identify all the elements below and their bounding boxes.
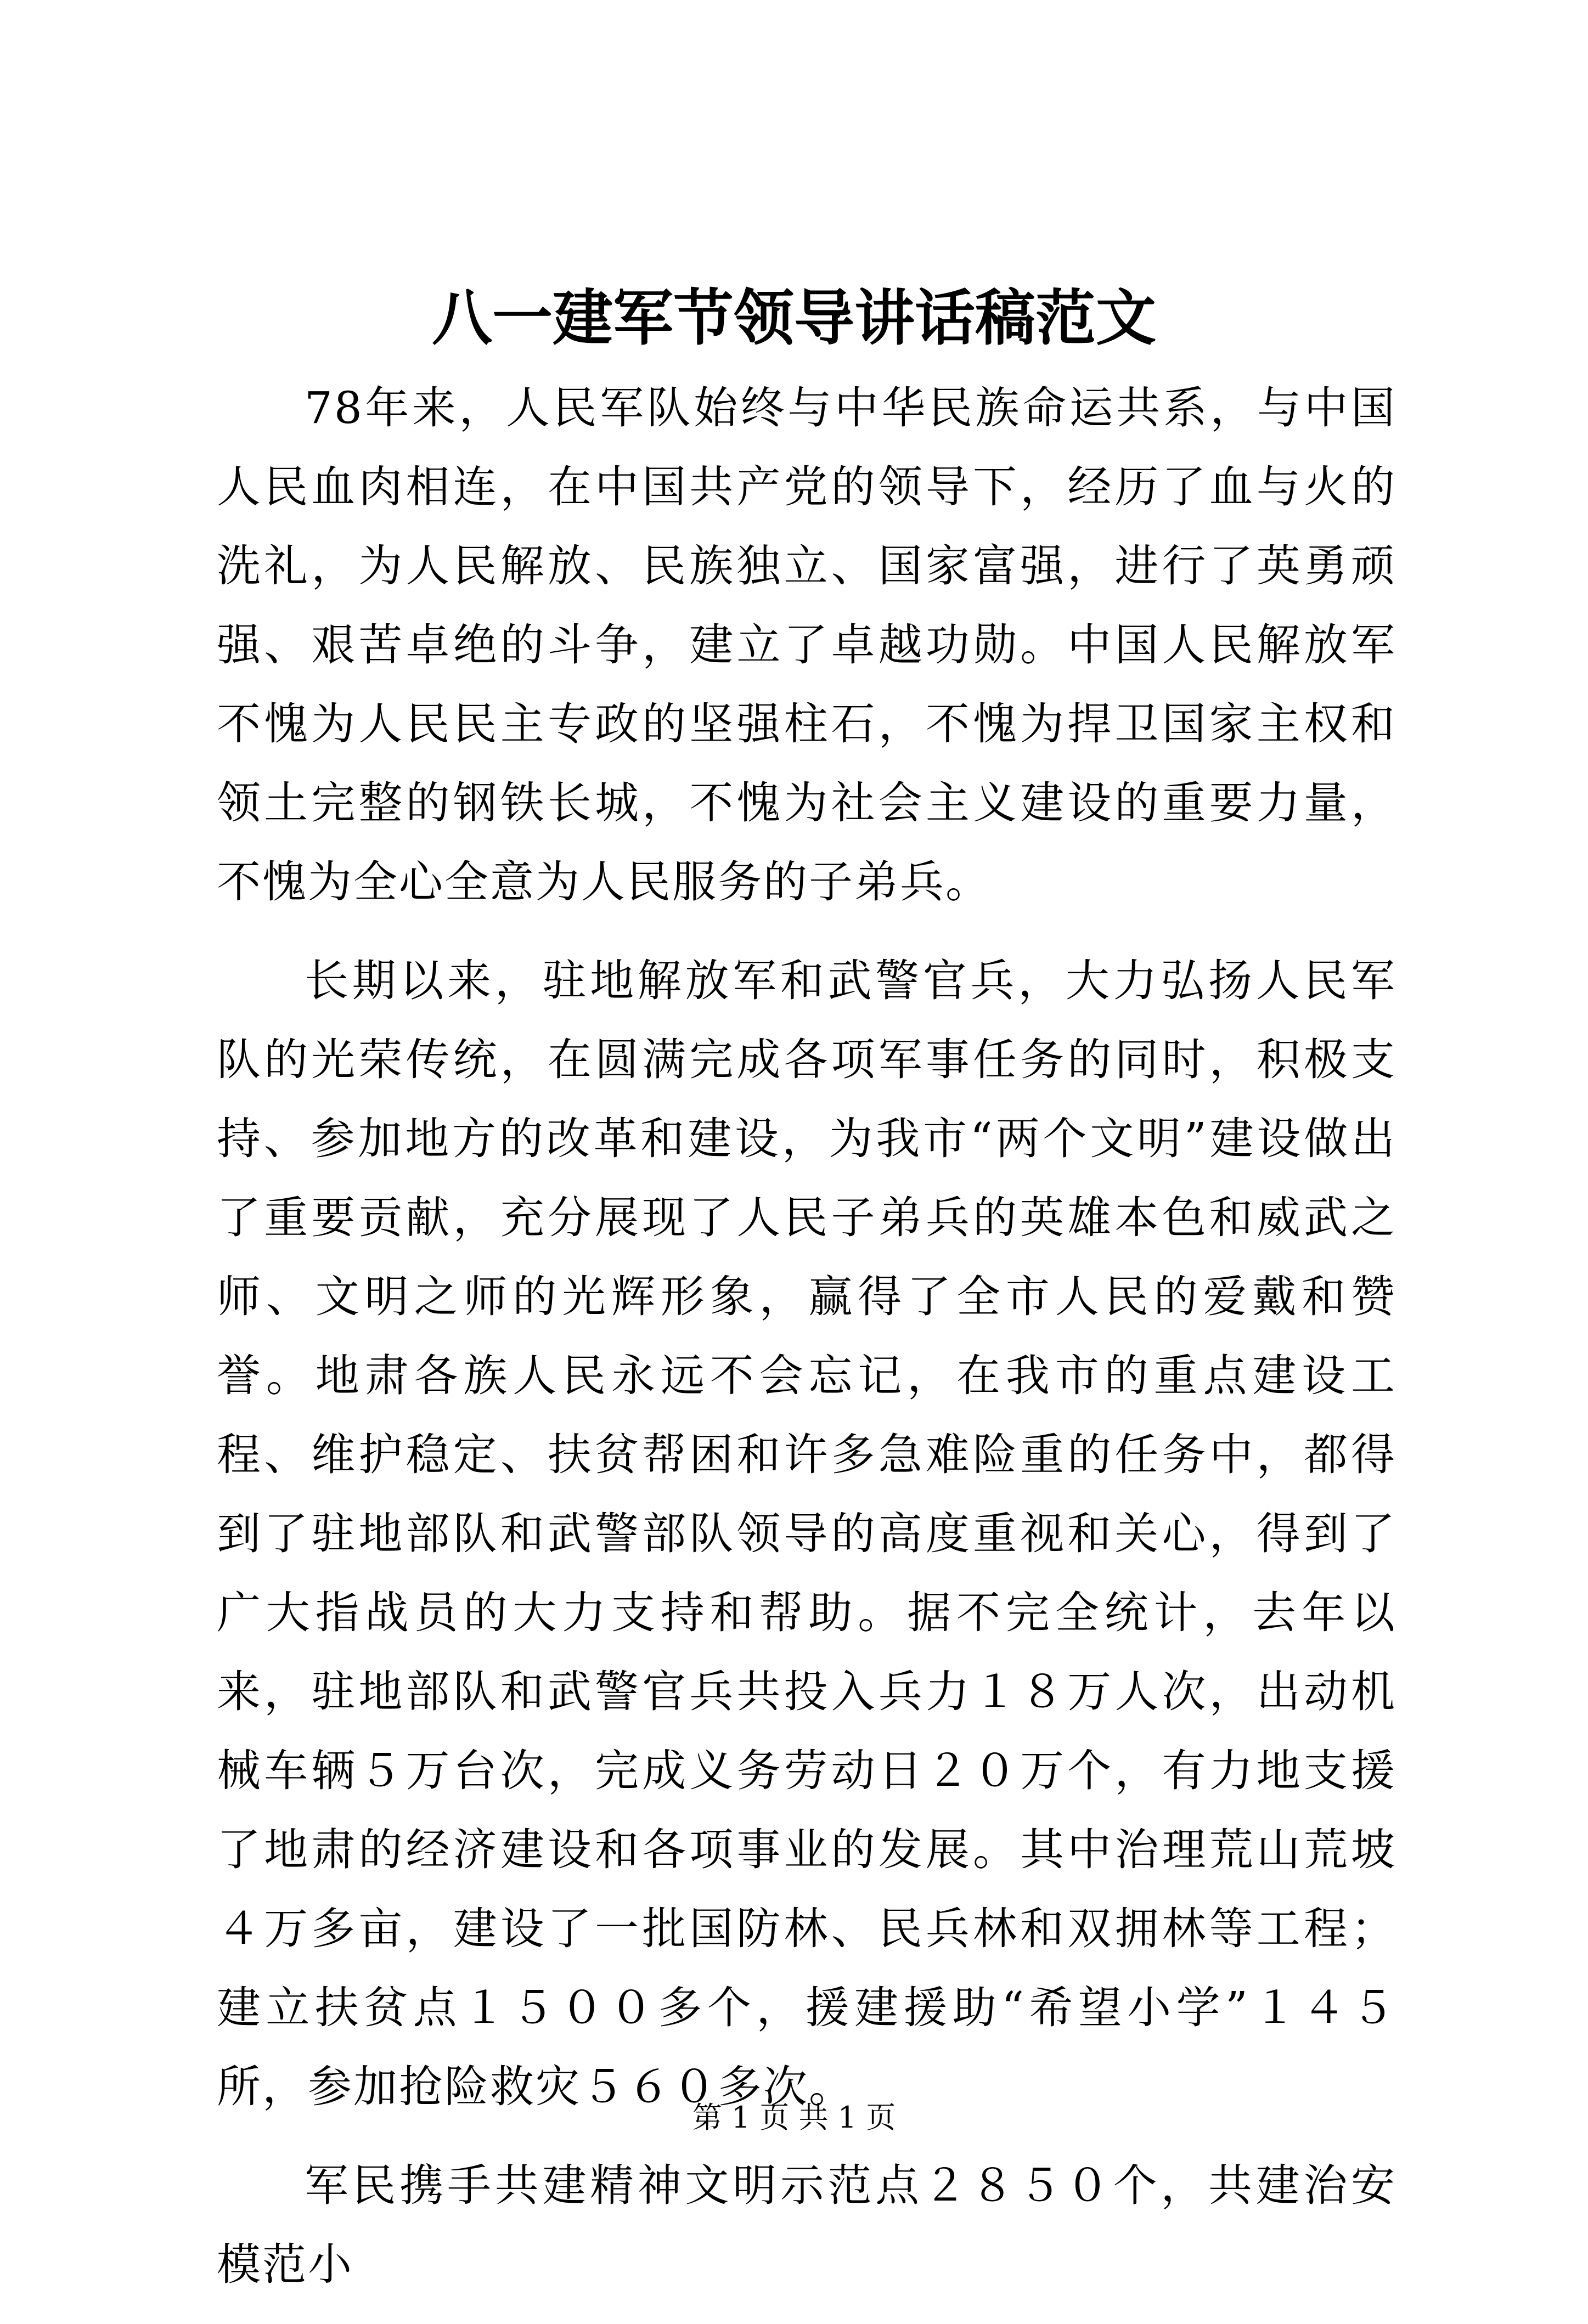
paragraph-1: 78年来，人民军队始终与中华民族命运共系，与中国人民血肉相连，在中国共产党的领导下，经历了血与火的洗礼，为人民解放、民族独立、国家富强，进行了英勇顽强、艰苦卓绝的斗争，建立了卓越功勋。中国人民解放军不愧为人民民主专政的坚强柱石，不愧为捍卫国家主权和领土完整的钢铁长城，不愧为社会主义建设的重要力量，不愧为全心全意为人民服务的子弟兵。 [217, 382, 1396, 907]
paragraph-2: 长期以来，驻地解放军和武警官兵，大力弘扬人民军队的光荣传统，在圆满完成各项军事任务的同时，积极支持、参加地方的改革和建设，为我市“两个文明”建设做出了重要贡献，充分展现了人民子弟兵的英雄本色和威武之师、文明之师的光辉形象，赢得了全市人民的爱戴和赞誉。地肃各族人民永远不会忘记，在我市的重点建设工程、维护稳定、扶贫帮困和许多急难险重的任务中，都得到了驻地部队和武警部队领导的高度重视和关心，得到了广大指战员的大力支持和帮助。据不完全统计，去年以来，驻地部队和武警官兵共投入兵力１８万人次，出动机械车辆５万台次，完成义务劳动日２０万个，有力地支援了地肃的经济建设和各项事业的发展。其中治理荒山荒坡４万多亩，建设了一批国防林、民兵林和双拥林等工程；建立扶贫点１５００多个，援建援助“希望小学”１４５所，参加抢险救灾５６０多次。 [217, 955, 1396, 2112]
document-title: 八一建军节领导讲话稿范文 [432, 283, 1156, 353]
paragraph-3: 军民携手共建精神文明示范点２８５０个，共建治安模范小 [217, 2160, 1396, 2290]
document-body [217, 369, 1396, 2324]
page-footer: 第 1 页 共 1 页 [692, 2100, 896, 2135]
